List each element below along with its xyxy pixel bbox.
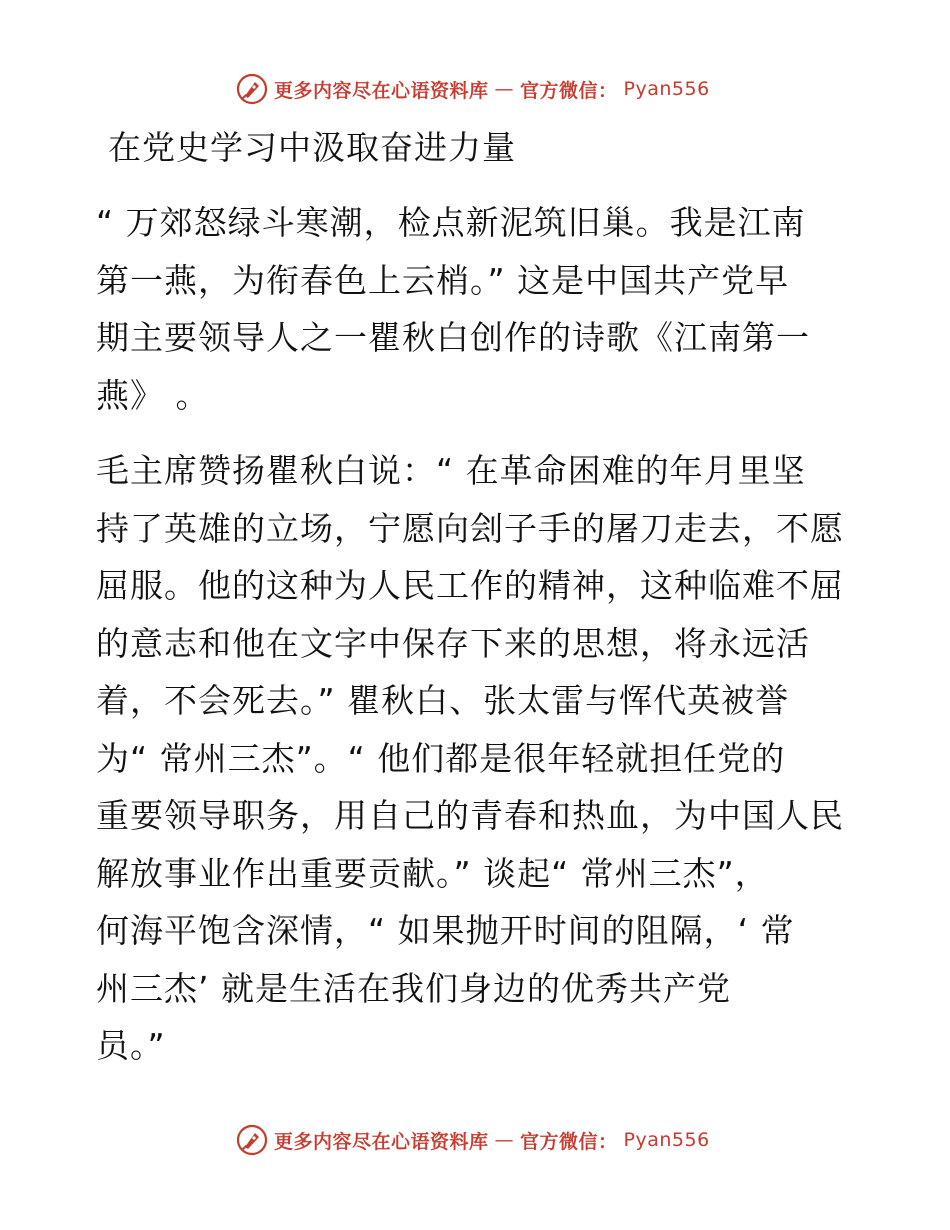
paragraph-line: 屈服。他的这种为人民工作的精神，这种临难不屈 <box>96 566 844 605</box>
watermark-handle: Pyan556 <box>623 78 710 100</box>
paragraph-line: 第一燕，为衔春色上云梢。” 这是中国共产党早 <box>96 260 790 300</box>
watermark-text: 更多内容尽在心语资料库 <box>274 79 489 102</box>
paragraph-line: 燕》 。 <box>96 375 210 415</box>
paragraph-line: 为“ 常州三杰”。“ 他们都是很年轻就担任党的 <box>96 738 786 778</box>
watermark-separator: — <box>494 78 515 100</box>
paragraph-line: 持了英雄的立场，宁愿向刽子手的屠刀走去，不愿 <box>96 508 844 548</box>
paragraph-line: 员。” <box>96 1026 166 1065</box>
paragraph-line: 的意志和他在文字中保存下来的思想，将永远活 <box>96 623 810 663</box>
paragraph-line: 着，不会死去。” 瞿秋白、张太雷与恽代英被誉 <box>96 681 790 720</box>
paragraph-1 <box>96 194 856 424</box>
watermark-official: 官方微信： <box>520 79 618 102</box>
watermark-handle: Pyan556 <box>623 1129 710 1151</box>
paragraph-line: 何海平饱含深情，“ 如果抛开时间的阻隔，‘ 常 <box>96 911 795 950</box>
footer-watermark <box>236 1122 710 1158</box>
paragraph-line: 州三杰’ 就是生活在我们身边的优秀共产党 <box>96 968 731 1008</box>
paragraph-line: 毛主席赞扬瞿秋白说：“ 在革命困难的年月里坚 <box>96 451 806 490</box>
paragraph-line: 期主要领导人之一瞿秋白创作的诗歌《江南第一 <box>96 318 810 357</box>
document-title: 在党史学习中汲取奋进力量 <box>108 128 516 167</box>
pen-nib-logo-icon <box>236 1124 268 1156</box>
pen-nib-logo-icon <box>236 73 268 105</box>
paragraph-line: “ 万郊怒绿斗寒潮，检点新泥筑旧巢。我是江南 <box>96 203 806 242</box>
paragraph-line: 解放事业作出重要贡献。” 谈起“ 常州三杰”， <box>96 853 769 893</box>
paragraph-2 <box>96 442 856 1075</box>
paragraph-line: 重要领导职务，用自己的青春和热血，为中国人民 <box>96 796 844 835</box>
header-watermark <box>236 71 710 107</box>
watermark-separator: — <box>494 1129 515 1151</box>
watermark-official: 官方微信： <box>520 1130 618 1153</box>
watermark-text: 更多内容尽在心语资料库 <box>274 1130 489 1153</box>
